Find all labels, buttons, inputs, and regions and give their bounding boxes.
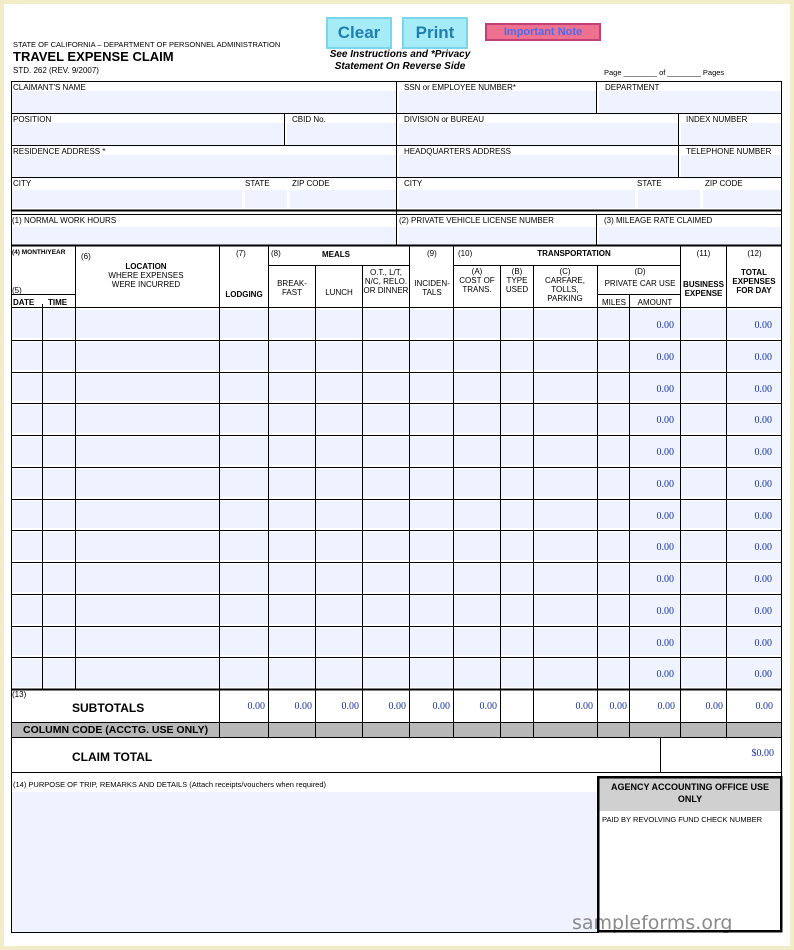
subtotal-total: 0.00 (755, 701, 773, 712)
row-amount-value: 0.00 (656, 478, 674, 490)
col-location-sub: WHERE EXPENSES WERE INCURRED (108, 271, 184, 289)
claimant-name-label: CLAIMANT'S NAME (13, 83, 86, 92)
row-total-value: 0.00 (754, 478, 772, 490)
instructions-note: See Instructions and *Privacy Statement On Reverse Side (329, 49, 471, 72)
col-incidentals: INCIDEN-TALS (414, 279, 450, 297)
purpose-label: (14) PURPOSE OF TRIP, REMARKS AND DETAILS (Attach receipts/vouchers when required) (13, 780, 327, 789)
subtotal-lunch: 0.00 (341, 701, 359, 712)
revolving-fund-label: PAID BY REVOLVING FUND CHECK NUMBER (602, 815, 763, 824)
clear-button[interactable]: Clear (326, 17, 392, 49)
row-total-value: 0.00 (754, 637, 772, 649)
zip-label: ZIP CODE (292, 179, 330, 188)
row-total-value: 0.00 (754, 447, 772, 458)
col-month-year: (4) MONTH/YEAR (12, 249, 66, 256)
subtotal-cost: 0.00 (479, 701, 497, 712)
agency-box-title: AGENCY ACCOUNTING OFFICE USE ONLY (610, 782, 769, 804)
subtotal-incidentals: 0.00 (432, 701, 450, 712)
division-label: DIVISION or BUREAU (404, 115, 485, 124)
residence-label: RESIDENCE ADDRESS * (13, 147, 106, 156)
row-total-value: 0.00 (754, 542, 772, 554)
col-breakfast: BREAK-FAST (277, 279, 307, 297)
col-total: TOTAL EXPENSES FOR DAY (732, 268, 776, 295)
form-number: STD. 262 (REV. 9/2007) (13, 66, 99, 75)
print-button[interactable]: Print (402, 17, 468, 49)
city-label: CITY (13, 179, 32, 188)
index-number-label: INDEX NUMBER (686, 115, 748, 124)
row-amount-value: 0.00 (656, 415, 674, 427)
important-note-button[interactable]: Important Note (485, 23, 601, 41)
subtotal-carfare: 0.00 (575, 701, 593, 712)
agency-name: STATE OF CALIFORNIA – DEPARTMENT OF PERSONNEL ADMINISTRATION (13, 40, 281, 49)
col-date: DATE (13, 298, 35, 307)
col-8-number: (8) (271, 249, 281, 258)
row-amount-value: 0.00 (656, 574, 674, 585)
row-amount-value: 0.00 (656, 542, 674, 554)
cbid-label: CBID No. (292, 115, 326, 124)
subtotals-label: SUBTOTALS (72, 701, 145, 715)
form-title: TRAVEL EXPENSE CLAIM (13, 49, 174, 64)
hq-city-label: CITY (404, 179, 423, 188)
col-b-number: (B) (511, 267, 523, 276)
ssn-label: SSN or EMPLOYEE NUMBER* (404, 83, 517, 92)
row-amount-value: 0.00 (656, 447, 674, 458)
col-type-used: TYPE USED (505, 276, 529, 294)
mileage-rate-label: (3) MILEAGE RATE CLAIMED (604, 216, 713, 225)
col-business: BUSINESS EXPENSE (683, 280, 724, 298)
form-grid-lines (4, 4, 790, 946)
col-7-number: (7) (236, 249, 246, 258)
row-total-value: 0.00 (754, 574, 772, 585)
col-10-number: (10) (458, 249, 473, 258)
row-total-value: 0.00 (754, 415, 772, 427)
row-amount-value: 0.00 (656, 351, 674, 363)
row-amount-value: 0.00 (656, 637, 674, 649)
col-miles: MILES (601, 298, 626, 307)
hq-address-label: HEADQUARTERS ADDRESS (404, 147, 511, 156)
col-lodging: LODGING (225, 290, 263, 299)
hq-state-label: STATE (637, 179, 662, 188)
vehicle-license-label: (2) PRIVATE VEHICLE LICENSE NUMBER (399, 216, 554, 225)
col-ot-dinner: O.T., L/T, N/C, RELO. OR DINNER (363, 268, 409, 295)
row-amount-value: 0.00 (656, 669, 674, 681)
subtotal-business: 0.00 (705, 701, 723, 712)
col-d-number: (D) (634, 267, 646, 276)
row-total-value: 0.00 (754, 383, 772, 395)
col-lunch: LUNCH (325, 288, 353, 297)
subtotal-breakfast: 0.00 (294, 701, 312, 712)
col-carfare: CARFARE, TOLLS, PARKING (544, 276, 585, 303)
col-12-number: (12) (747, 249, 762, 258)
col-cost-trans: COST OF TRANS. (459, 276, 495, 294)
row-total-value: 0.00 (754, 320, 772, 331)
col-5-number: (5) (12, 286, 22, 295)
hq-zip-label: ZIP CODE (705, 179, 743, 188)
row-amount-value: 0.00 (656, 510, 674, 522)
col-location: LOCATION (125, 262, 167, 271)
row-amount-value: 0.00 (656, 383, 674, 395)
col-meals: MEALS (322, 250, 350, 259)
position-label: POSITION (13, 115, 52, 124)
page-count: Page ________ of ________ Pages (604, 68, 725, 77)
col-c-number: (C) (559, 267, 571, 276)
row-total-value: 0.00 (754, 351, 772, 363)
department-label: DEPARTMENT (605, 83, 660, 92)
subtotal-amount: 0.00 (657, 701, 675, 712)
row-total-value: 0.00 (754, 605, 772, 617)
claim-total-label: CLAIM TOTAL (72, 750, 153, 764)
col-6-number: (6) (81, 252, 91, 261)
column-code-label: COLUMN CODE (ACCTG. USE ONLY) (23, 724, 209, 736)
subtotal-dinner: 0.00 (388, 701, 406, 712)
row-amount-value: 0.00 (656, 605, 674, 617)
subtotal-miles: 0.00 (609, 701, 627, 712)
col-transportation: TRANSPORTATION (537, 249, 611, 258)
row-total-value: 0.00 (754, 510, 772, 522)
subtotals-number: (13) (12, 690, 27, 699)
row-total-value: 0.00 (754, 669, 772, 681)
claim-total-value: $0.00 (751, 748, 774, 759)
work-hours-label: (1) NORMAL WORK HOURS (12, 216, 117, 225)
row-amount-value: 0.00 (656, 320, 674, 331)
col-time: TIME (48, 298, 68, 307)
col-a-number: (A) (471, 267, 483, 276)
col-amount: AMOUNT (637, 298, 673, 307)
col-9-number: (9) (427, 249, 437, 258)
form-page (4, 4, 790, 946)
col-private-car: PRIVATE CAR USE (604, 279, 676, 288)
subtotal-lodging: 0.00 (247, 701, 265, 712)
col-11-number: (11) (696, 249, 711, 258)
telephone-label: TELEPHONE NUMBER (686, 147, 772, 156)
state-label: STATE (245, 179, 270, 188)
watermark: sampleforms.org (572, 912, 733, 934)
